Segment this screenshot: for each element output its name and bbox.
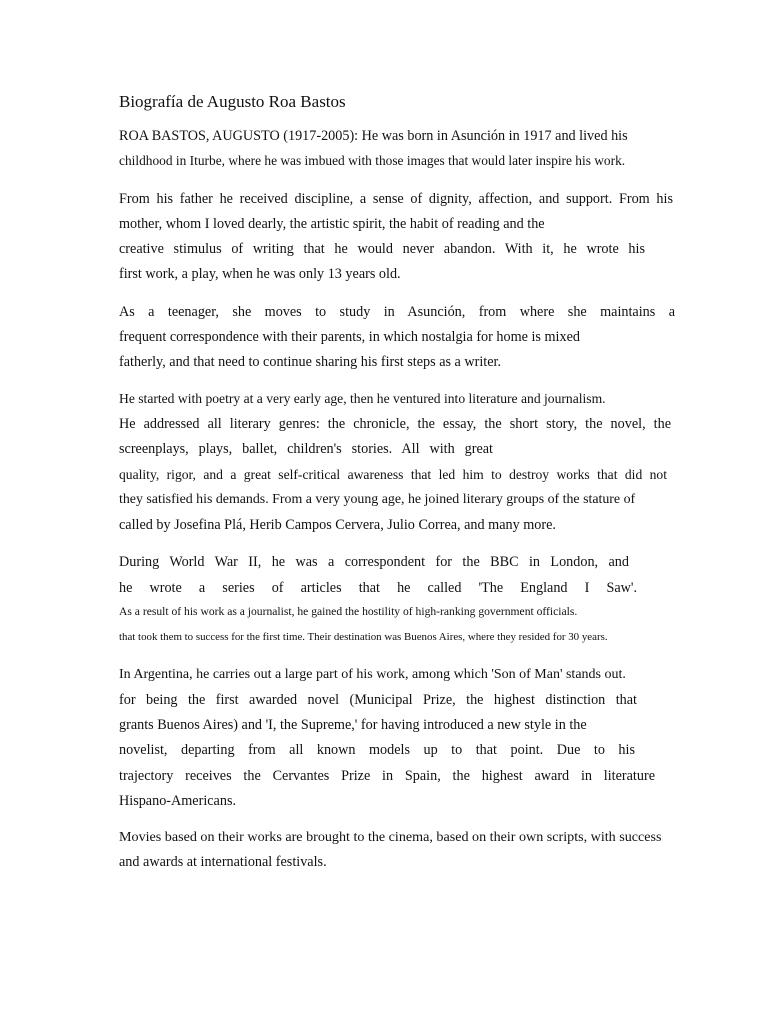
paragraph-3-line-3: fatherly, and that need to continue sharing his first steps as a writer.: [119, 354, 502, 370]
paragraph-1-line-1: ROA BASTOS, AUGUSTO (1917-2005): He was born in Asunción in 1917 and lived his: [119, 128, 628, 144]
paragraph-5-line-1: During World War II, he was a correspondent for the BBC in London, and: [119, 554, 629, 570]
paragraph-3-line-2: frequent correspondence with their parents, in which nostalgia for home is mixed: [119, 329, 580, 345]
paragraph-4-line-1: He started with poetry at a very early age, then he ventured into literature and journalism.: [119, 391, 606, 406]
paragraph-5-line-3: As a result of his work as a journalist, he gained the hostility of high-ranking government officials.: [119, 605, 578, 618]
paragraph-4-line-6: called by Josefina Plá, Herib Campos Cervera, Julio Correa, and many more.: [119, 517, 556, 533]
paragraph-2-line-3: creative stimulus of writing that he would never abandon. With it, he wrote his: [119, 241, 645, 257]
paragraph-2-line-4: first work, a play, when he was only 13 years old.: [119, 266, 401, 282]
paragraph-4-line-2: He addressed all literary genres: the chronicle, the essay, the short story, the novel, the: [119, 416, 671, 432]
paragraph-1-line-2: childhood in Iturbe, where he was imbued with those images that would later inspire his work.: [119, 153, 626, 168]
paragraph-6-line-5: trajectory receives the Cervantes Prize in Spain, the highest award in literature: [119, 768, 655, 784]
paragraph-4-line-5: they satisfied his demands. From a very young age, he joined literary groups of the stature of: [119, 492, 636, 507]
paragraph-5-line-4: that took them to success for the first time. Their destination was Buenos Aires, where they resided for 30 years.: [119, 631, 608, 643]
paragraph-5-line-2: he wrote a series of articles that he called 'The England I Saw'.: [119, 580, 637, 596]
paragraph-2-line-2: mother, whom I loved dearly, the artistic spirit, the habit of reading and the: [119, 216, 545, 232]
paragraph-6-line-1: In Argentina, he carries out a large part of his work, among which 'Son of Man' stands out.: [119, 667, 626, 682]
paragraph-4-line-4: quality, rigor, and a great self-critical awareness that led him to destroy works that did not: [119, 467, 667, 482]
paragraph-6-line-2: for being the first awarded novel (Municipal Prize, the highest distinction that: [119, 692, 637, 708]
paragraph-7-line-1: Movies based on their works are brought to the cinema, based on their own scripts, with success: [119, 829, 662, 845]
paragraph-7-line-2: and awards at international festivals.: [119, 854, 327, 870]
paragraph-3-line-1: As a teenager, she moves to study in Asunción, from where she maintains a: [119, 304, 675, 320]
document-title: Biografía de Augusto Roa Bastos: [119, 92, 346, 111]
paragraph-6-line-3: grants Buenos Aires) and 'I, the Supreme,' for having introduced a new style in the: [119, 717, 587, 733]
paragraph-6-line-6: Hispano-Americans.: [119, 793, 237, 809]
paragraph-2-line-1: From his father he received discipline, a sense of dignity, affection, and support. From his: [119, 191, 673, 207]
paragraph-4-line-3: screenplays, plays, ballet, children's stories. All with great: [119, 441, 493, 457]
paragraph-6-line-4: novelist, departing from all known models up to that point. Due to his: [119, 742, 635, 758]
